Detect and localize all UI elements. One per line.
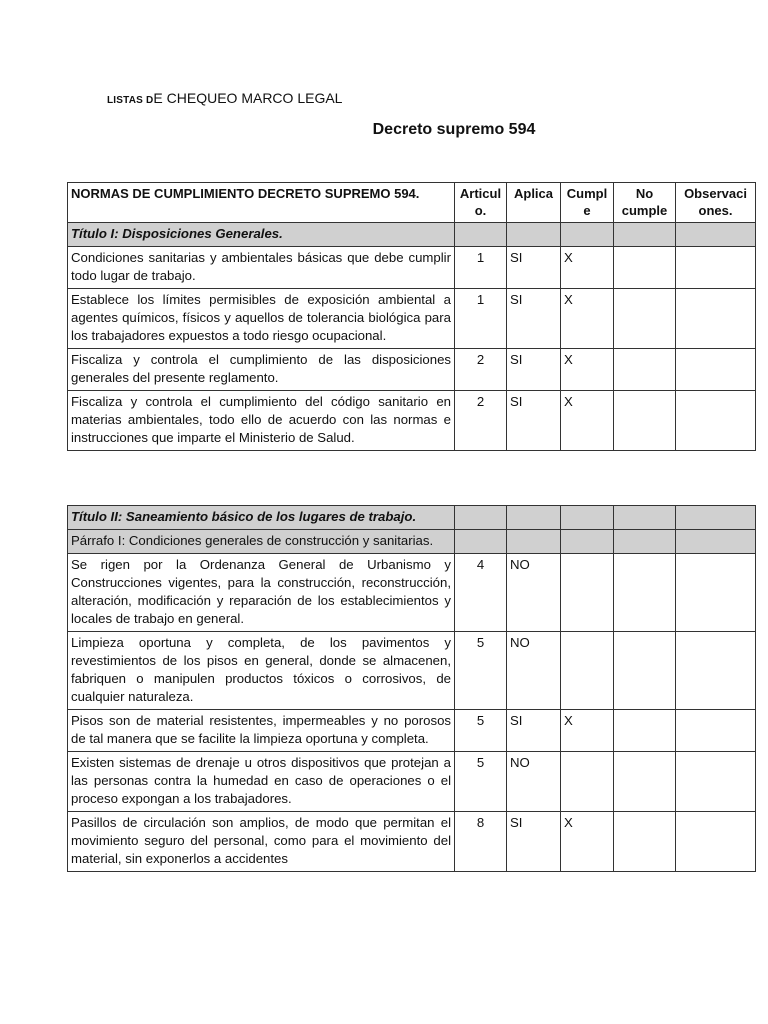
observaciones-cell <box>676 752 756 812</box>
articulo-cell: 4 <box>455 554 507 632</box>
table-row <box>68 247 756 289</box>
observaciones-cell <box>676 391 756 451</box>
section-title: Título II: Saneamiento básico de los lugares de trabajo. <box>68 506 455 530</box>
cumple-cell: X <box>561 289 614 349</box>
cumple-cell <box>561 632 614 710</box>
observaciones-cell <box>676 289 756 349</box>
cumple-cell <box>561 752 614 812</box>
articulo-cell: 2 <box>455 391 507 451</box>
document-header <box>107 90 342 106</box>
table-row <box>68 554 756 632</box>
column-header-aplica: Aplica <box>507 183 561 223</box>
table-row <box>68 391 756 451</box>
observaciones-cell <box>676 710 756 752</box>
no-cumple-cell <box>614 349 676 391</box>
norma-cell: Limpieza oportuna y completa, de los pavimentos y revestimientos de los pisos en general, donde se almacenen, fabriquen o manipulen productos tóxicos o corrosivos, de cualquier naturaleza. <box>68 632 455 710</box>
cumple-cell: X <box>561 349 614 391</box>
articulo-cell: 8 <box>455 812 507 872</box>
norma-cell: Fiscaliza y controla el cumplimiento del código sanitario en materias ambientales, todo ello de acuerdo con las normas e instrucciones que imparte el Ministerio de Salud. <box>68 391 455 451</box>
header-prefix-small: LISTAS D <box>107 95 154 106</box>
checklist-table-1 <box>67 182 756 451</box>
column-header-no-cumple: No cumple <box>614 183 676 223</box>
cumple-cell <box>561 554 614 632</box>
document-title: Decreto supremo 594 <box>372 121 536 138</box>
aplica-cell: SI <box>507 349 561 391</box>
articulo-cell: 1 <box>455 247 507 289</box>
subsection-title: Párrafo I: Condiciones generales de construcción y sanitarias. <box>68 530 455 554</box>
articulo-cell: 2 <box>455 349 507 391</box>
cumple-cell: X <box>561 812 614 872</box>
checklist-table-2 <box>67 505 756 872</box>
column-header-observaciones: Observaci ones. <box>676 183 756 223</box>
no-cumple-cell <box>614 710 676 752</box>
articulo-cell: 1 <box>455 289 507 349</box>
aplica-cell: SI <box>507 812 561 872</box>
no-cumple-cell <box>614 812 676 872</box>
observaciones-cell <box>676 247 756 289</box>
no-cumple-cell <box>614 391 676 451</box>
norma-cell: Existen sistemas de drenaje u otros dispositivos que protejan a las personas contra la humedad en caso de operaciones o el proceso expongan a los trabajadores. <box>68 752 455 812</box>
norma-cell: Se rigen por la Ordenanza General de Urbanismo y Construcciones vigentes, para la construcción, reconstrucción, alteración, modificación y reparación de los establecimientos y locales de trabajo en general. <box>68 554 455 632</box>
articulo-cell: 5 <box>455 710 507 752</box>
cumple-cell: X <box>561 247 614 289</box>
observaciones-cell <box>676 632 756 710</box>
column-header-cumple: Cumpl e <box>561 183 614 223</box>
aplica-cell: SI <box>507 289 561 349</box>
column-header-articulo: Articul o. <box>455 183 507 223</box>
table-row <box>68 349 756 391</box>
aplica-cell: SI <box>507 710 561 752</box>
norma-cell: Condiciones sanitarias y ambientales básicas que debe cumplir todo lugar de trabajo. <box>68 247 455 289</box>
aplica-cell: NO <box>507 752 561 812</box>
no-cumple-cell <box>614 632 676 710</box>
column-header-norma: NORMAS DE CUMPLIMIENTO DECRETO SUPREMO 594. <box>68 183 455 223</box>
no-cumple-cell <box>614 247 676 289</box>
observaciones-cell <box>676 349 756 391</box>
table-row <box>68 710 756 752</box>
norma-cell: Pisos son de material resistentes, impermeables y no porosos de tal manera que se facilite la limpieza oportuna y completa. <box>68 710 455 752</box>
no-cumple-cell <box>614 554 676 632</box>
section-title: Título I: Disposiciones Generales. <box>68 223 455 247</box>
norma-cell: Fiscaliza y controla el cumplimiento de las disposiciones generales del presente reglamento. <box>68 349 455 391</box>
observaciones-cell <box>676 812 756 872</box>
aplica-cell: NO <box>507 632 561 710</box>
cumple-cell: X <box>561 710 614 752</box>
aplica-cell: SI <box>507 391 561 451</box>
table-row <box>68 812 756 872</box>
table-row <box>68 289 756 349</box>
articulo-cell: 5 <box>455 752 507 812</box>
cumple-cell: X <box>561 391 614 451</box>
norma-cell: Establece los límites permisibles de exposición ambiental a agentes químicos, físicos y aquellos de tolerancia biológica para los trabajadores expuestos a todo riesgo ocupacional. <box>68 289 455 349</box>
aplica-cell: NO <box>507 554 561 632</box>
no-cumple-cell <box>614 289 676 349</box>
section-row <box>68 506 756 530</box>
aplica-cell: SI <box>507 247 561 289</box>
observaciones-cell <box>676 554 756 632</box>
subsection-row <box>68 530 756 554</box>
section-row <box>68 223 756 247</box>
table-row <box>68 632 756 710</box>
table-header-row <box>68 183 756 223</box>
no-cumple-cell <box>614 752 676 812</box>
articulo-cell: 5 <box>455 632 507 710</box>
table-row <box>68 752 756 812</box>
header-prefix-rest: E CHEQUEO MARCO LEGAL <box>153 90 343 106</box>
norma-cell: Pasillos de circulación son amplios, de modo que permitan el movimiento seguro del personal, como para el movimiento del material, sin exponerlos a accidentes <box>68 812 455 872</box>
